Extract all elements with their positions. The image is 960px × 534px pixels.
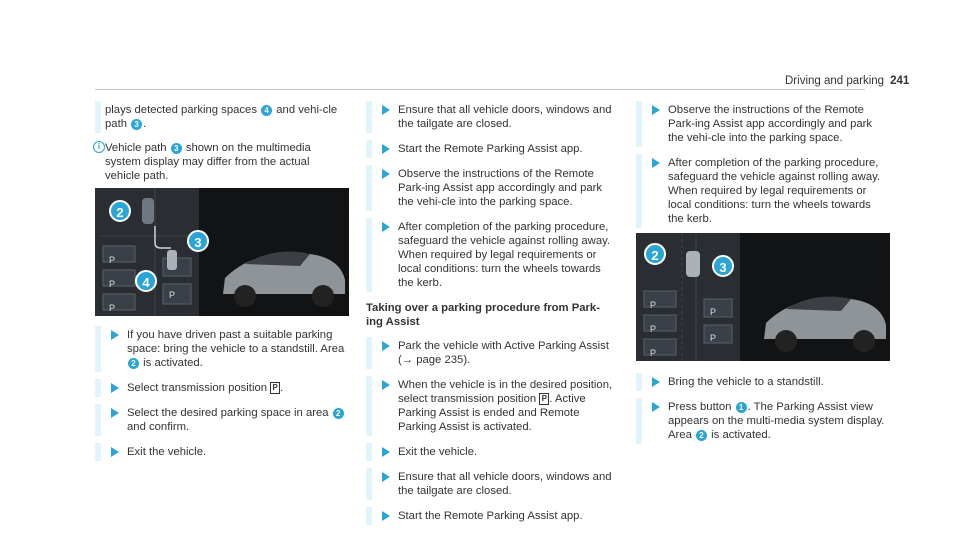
column-1 [95,103,345,183]
step-arrow-icon [382,169,390,179]
figure-callout-2: 2 [644,243,666,265]
step-arrow-icon [111,330,119,340]
callout-3: 3 [131,119,142,130]
figure-callout-3: 3 [712,255,734,277]
step-arrow-icon [382,222,390,232]
parking-display-illustration [95,188,349,316]
step: If you have driven past a suitable parking space: bring the vehicle to a standstill. Area 2 is activated. [95,328,345,370]
column-3: Observe the instructions of the Remote Park-ing Assist app accordingly and park the vehi-cle into the parking space. After completion of the parking procedure, safeguard the vehicle against rolling away. When required by legal requirements or local conditions: turn the wheels towards the kerb. [636,103,886,261]
column-2: Ensure that all vehicle doors, windows and the tailgate are closed. Start the Remote Parking Assist app. Observe the instructions of the Remote Park-ing Assist app accordingly and park the vehi-cle into the parking space. After completion of the parking procedure, safeguard the vehicle against rolling away. When required by legal requirements or local conditions: turn the wheels towards the kerb. Taking over a parking procedure from Park-ing Assist Park the vehicle with Active Parking Assist (→ page 235). When the vehicle is in the desired position, select transmission position P . Active Parking Assist is ended and Remote Parking Assist is activated. Exit the vehicle. Ensure that all vehicle doors, windows and the tailgate are closed. Start the Remote Parking Assist app. [366,103,616,534]
parking-figure-1: P P P P 2 3 4 [95,188,349,316]
column-3-steps: Bring the vehicle to a standstill. Press button 1 . The Parking Assist view appears on the multi-media system display. Area 2 is activated. [636,375,886,453]
figure-callout-3: 3 [187,230,209,252]
step-arrow-icon [382,380,390,390]
step-arrow-icon [652,158,660,168]
step-arrow-icon [111,383,119,393]
step: Select the desired parking space in area 2 and confirm. [95,406,345,434]
section-title: Driving and parking [785,75,885,87]
step: Select transmission position P . [95,381,345,395]
header-rule [95,89,865,90]
step-arrow-icon [382,105,390,115]
step-arrow-icon [382,472,390,482]
figure-callout-2: 2 [109,200,131,222]
transmission-p-icon: P [539,393,549,405]
info-icon: i [93,141,105,153]
column-1-steps [95,328,345,470]
page-header [785,74,909,88]
figure-callout-4: 4 [135,270,157,292]
step-arrow-icon [382,511,390,521]
step-arrow-icon [652,402,660,412]
step-arrow-icon [382,447,390,457]
transmission-p-icon: P [270,382,280,394]
info-note: i Vehicle path 3 shown on the multimedia system display may differ from the actual vehicle path. [95,141,345,183]
step-arrow-icon [652,377,660,387]
exploration-mode-illustration [636,233,890,361]
step-arrow-icon [382,341,390,351]
step-arrow-icon [111,447,119,457]
step-arrow-icon [382,144,390,154]
parking-figure-2: P P P P P 2 3 [636,233,890,361]
callout-4: 4 [261,105,272,116]
section-heading: Taking over a parking procedure from Park-ing Assist [366,302,600,328]
intro-paragraph: plays detected parking spaces 4 and vehi-cle path 3 . [95,103,345,131]
step: Exit the vehicle. [95,445,345,459]
page-number: 241 [890,75,910,87]
step-arrow-icon [111,408,119,418]
step-arrow-icon [652,105,660,115]
